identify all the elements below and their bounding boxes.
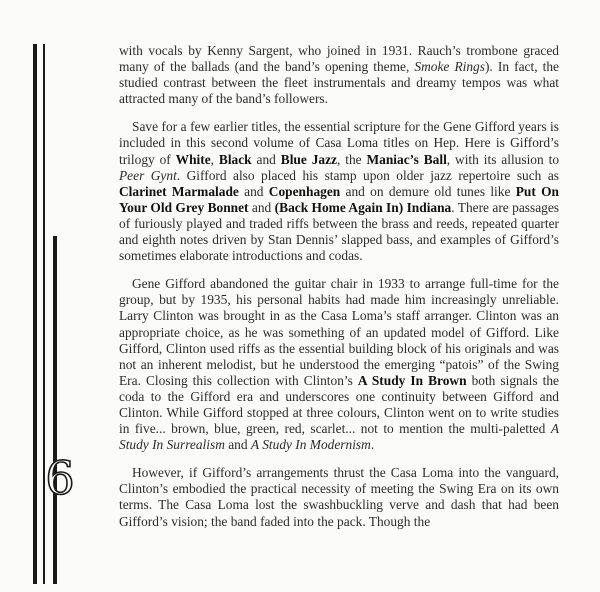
text-run: with vocals by Kenny Sargent, who joined in 1931. Rauch’s trombone graced many of the ballads (and the band’s opening theme, <box>119 43 559 75</box>
italic-title: Smoke Rings <box>414 59 485 75</box>
margin-rule-thick <box>33 44 37 584</box>
text-run: and on demure old tunes like <box>340 183 516 199</box>
text-run: and <box>248 199 275 215</box>
song-title: Clarinet Marmalade <box>119 183 239 199</box>
text-run: . <box>370 437 375 453</box>
song-title: White <box>175 151 211 167</box>
margin-rule-short <box>53 236 57 584</box>
text-run: and <box>238 183 269 199</box>
page-number: 6 <box>45 451 75 505</box>
paragraph-4 <box>119 465 559 529</box>
text-run: , with its allusion to <box>446 151 560 167</box>
body-text <box>119 43 559 542</box>
text-run: . Gifford also placed his stamp upon older jazz repertoire such as <box>176 167 560 183</box>
song-title: Copenhagen <box>268 183 341 199</box>
song-title: Put On Your Old Grey Bonnet <box>119 183 559 215</box>
song-title: (Back Home Again In) Indiana <box>274 199 452 215</box>
text-run: However, if Gifford’s arrangements thrust the Casa Loma into the vanguard, Clinton’s embodied the practical necessity of meeting the Swing Era on its own terms. The Casa Loma lost the swashbuckling verve and dash that had been Gifford’s vision; the band faded into the pack. Though the <box>119 465 559 529</box>
text-run: Save for a few earlier titles, the essential scripture for the Gene Gifford years is included in this second volume of Casa Loma titles on Hep. Here is Gifford’s trilogy of <box>119 119 559 167</box>
song-title: A Study In Brown <box>357 372 467 388</box>
text-run: . There are passages of furiously played and traded riffs between the brass and reeds, repeated quarter and eighth notes driven by Stan Dennis’ slapped bass, and examples of Gifford’s sometimes elaborate introductions and codas. <box>119 199 559 264</box>
paragraph-3 <box>119 276 559 453</box>
text-run: both signals the coda to the Gifford era and underscores one continuity between Gifford and Clinton. While Gifford stopped at three colours, Clinton went on to write studies in five... brown, blue, green, red, scarlet... not to mention the multi-paletted <box>119 372 560 437</box>
italic-title: A Study In Modernism <box>250 437 371 453</box>
text-run: ). In fact, the studied contrast between the fleet instrumentals and dreamy tempos was what attracted many of the band’s followers. <box>119 59 559 107</box>
text-run: Gene Gifford abandoned the guitar chair in 1933 to arrange full-time for the group, but by 1935, his personal habits had made him increasingly unreliable. Larry Clinton was brought in as the Casa Loma’s staff arranger. Clinton was an appropriate choice, as he was something of an updated model of Gifford. Like Gifford, Clinton used riffs as the essential building block of his originals and was not an inherent melodist, but he understood the emerging “patois” of the Swing Era. Closing this collection with Clinton’s <box>119 276 559 388</box>
song-title: Maniac’s Ball <box>366 151 447 167</box>
text-run: and <box>224 437 251 453</box>
song-title: Blue Jazz <box>280 151 337 167</box>
song-title: Black <box>218 151 252 167</box>
italic-title: Peer Gynt <box>119 167 177 183</box>
paragraph-2 <box>119 119 559 264</box>
text-run: , the <box>337 151 367 167</box>
italic-title: A Study In Surrealism <box>119 421 559 453</box>
text-run: and <box>251 151 281 167</box>
paragraph-1 <box>119 43 559 107</box>
text-run: , <box>210 151 219 167</box>
